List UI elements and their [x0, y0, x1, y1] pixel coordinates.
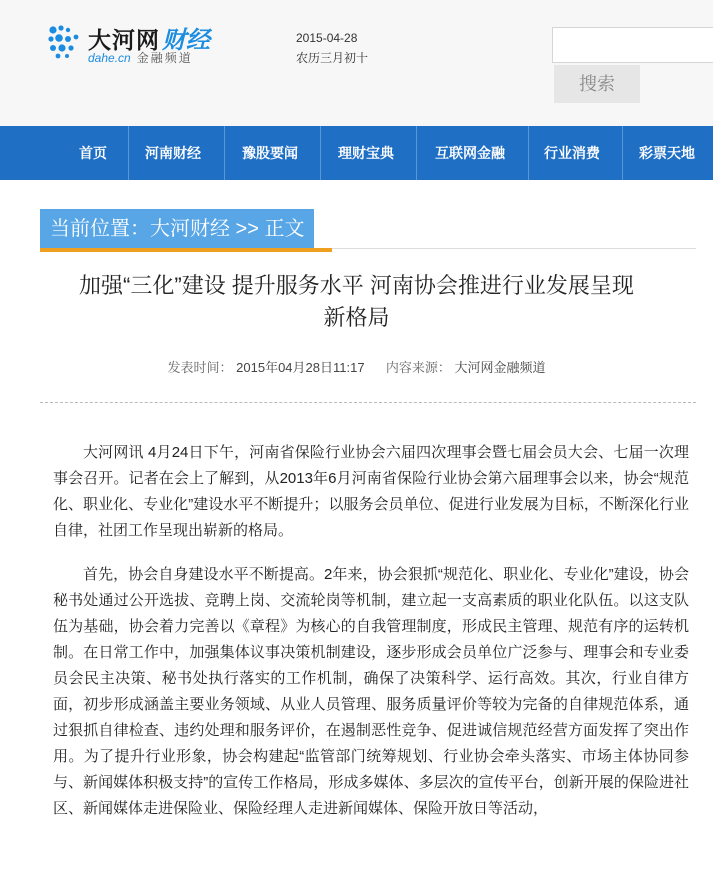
search-input[interactable]: [552, 27, 713, 63]
breadcrumb[interactable]: 当前位置：大河财经 >> 正文: [40, 209, 314, 249]
logo-subtitle: [88, 49, 193, 66]
gregorian-date: 2015-04-28: [296, 31, 358, 45]
publish-label: 发表时间：: [167, 360, 233, 375]
search-button[interactable]: 搜索: [554, 65, 640, 103]
logo-channel: 金融频道: [136, 51, 193, 65]
date-block: [296, 28, 368, 68]
nav-separator: [622, 126, 623, 180]
logo-domain: dahe.cn: [88, 51, 131, 65]
publish-time: 2015年04月28日11:17: [236, 360, 365, 375]
nav-separator: [224, 126, 225, 180]
lunar-date: 农历三月初十: [296, 51, 369, 65]
nav-separator: [128, 126, 129, 180]
site-header: [0, 0, 713, 126]
logo-main-text: 大河网: [88, 27, 160, 53]
source-label: 内容来源：: [385, 360, 451, 375]
article-title: [0, 270, 713, 334]
breadcrumb-bar: [40, 209, 696, 249]
nav-item-lottery[interactable]: 彩票天地: [639, 145, 695, 161]
nav-item-wealth[interactable]: 理财宝典: [338, 145, 394, 161]
logo-finance-text: 财经: [162, 27, 210, 54]
article-paragraph: 首先，协会自身建设水平不断提高。2年来，协会狠抓“规范化、职业化、专业化”建设，协会秘书处通过公开选拔、竞聘上岗、交流轮岗等机制，建立起一支高素质的职业化队伍。以这支队伍为基础，协会着力完善以《章程》为核心的自我管理制度，形成民主管理、规范有序的运转机制。在日常工作中，加强集体议事决策机制建设，逐步形成会员单位广泛参与、理事会和专业委员会民主决策、秘书处执行落实的工作机制，确保了决策科学、运行高效。其次，行业自律方面，初步形成涵盖主要业务领域、从业人员管理、服务质量评价等较为完备的自律规范体系，通过狠抓自律检查、违约处理和服务评价，在遏制恶性竞争、促进诚信规范经营方面发挥了突出作用。为了提升行业形象，协会构建起“监管部门统筹规划、行业协会牵头落实、市场主体协同参与、新闻媒体积极支持”的宣传工作格局，形成多媒体、多层次的宣传平台，创新开展的保险进社区、新闻媒体走进保险业、保险经理人走进新闻媒体、保险开放日等活动，: [53, 566, 689, 817]
source-name[interactable]: 大河网金融频道: [454, 360, 546, 375]
nav-item-internet-finance[interactable]: 互联网金融: [435, 145, 505, 161]
main-nav: [0, 126, 713, 180]
nav-separator: [528, 126, 529, 180]
article-title-line-1: 加强“三化”建设 提升服务水平 河南协会推进行业发展呈现: [79, 273, 634, 298]
nav-item-consumer[interactable]: 行业消费: [544, 145, 600, 161]
breadcrumb-accent: [40, 248, 332, 252]
article-body: [53, 440, 689, 840]
article-meta: [0, 357, 713, 376]
nav-item-home[interactable]: 首页: [79, 145, 107, 161]
nav-item-stock-news[interactable]: 豫股要闻: [242, 145, 298, 161]
meta-divider: [40, 402, 696, 403]
nav-item-henan-finance[interactable]: 河南财经: [145, 145, 201, 161]
nav-separator: [320, 126, 321, 180]
logo-dots-icon: [47, 24, 83, 60]
article-title-line-2: 新格局: [323, 305, 390, 330]
site-logo[interactable]: [47, 20, 237, 68]
article-paragraph: 大河网讯 4月24日下午，河南省保险行业协会六届四次理事会暨七届会员大会、七届一次理事会召开。记者在会上了解到，从2013年6月河南省保险行业协会第六届理事会以来，协会“规范化、职业化、专业化”建设水平不断提升；以服务会员单位、促进行业发展为目标，不断深化行业自律，社团工作呈现出崭新的格局。: [53, 444, 689, 539]
nav-separator: [416, 126, 417, 180]
